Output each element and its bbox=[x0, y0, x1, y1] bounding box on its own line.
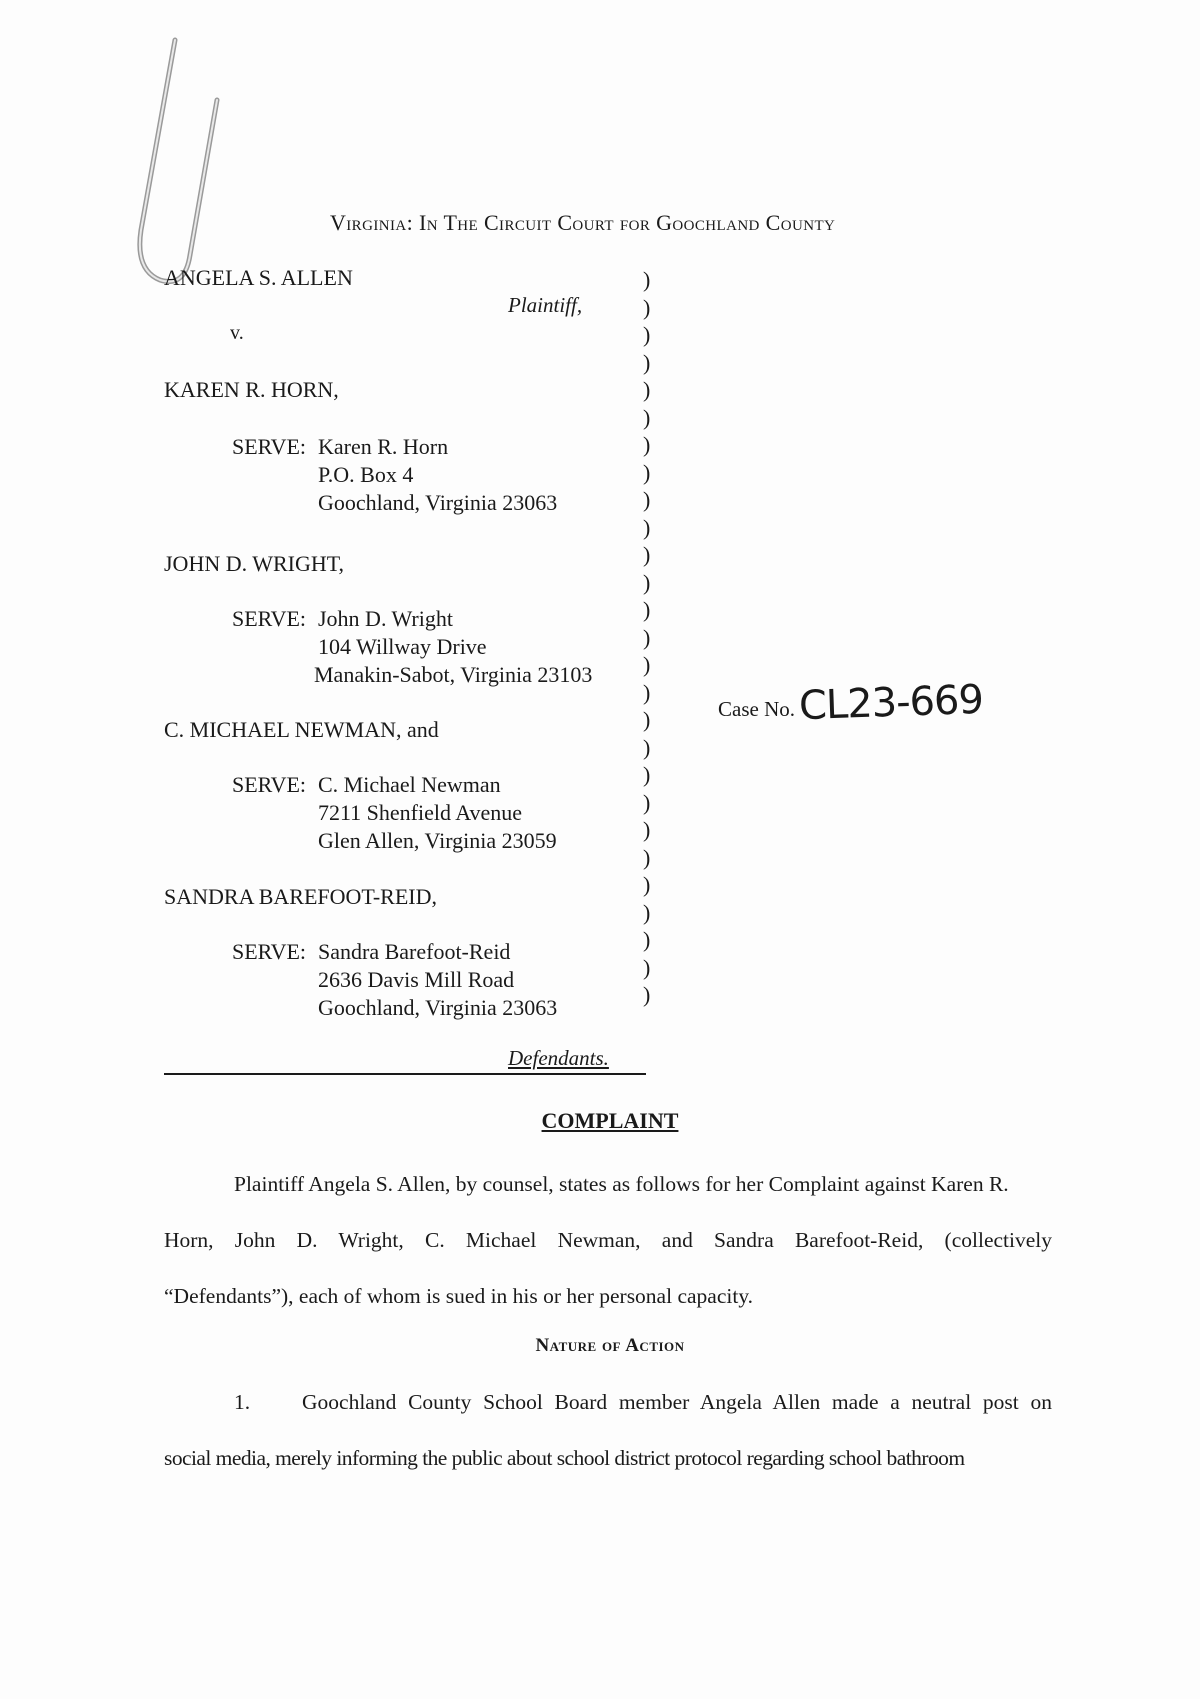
caption-paren: ) bbox=[643, 734, 651, 760]
paper-clip-image bbox=[105, 30, 225, 290]
caption-paren: ) bbox=[643, 982, 651, 1007]
versus: v. bbox=[230, 322, 244, 344]
serve-address-line1: 7211 Shenfield Avenue bbox=[318, 800, 523, 825]
defendants-designation: Defendants. bbox=[508, 1046, 609, 1070]
complaint-title: COMPLAINT bbox=[541, 1108, 679, 1133]
serve-label: SERVE: bbox=[232, 939, 307, 964]
caption-paren: ) bbox=[643, 349, 651, 375]
serve-address-line1: 2636 Davis Mill Road bbox=[318, 967, 515, 992]
caption-paren: ) bbox=[643, 762, 651, 787]
serve-address-line1: P.O. Box 4 bbox=[318, 462, 414, 487]
caption-paren: ) bbox=[643, 954, 651, 980]
caption-paren: ) bbox=[643, 927, 651, 952]
caption-paren: ) bbox=[643, 624, 651, 650]
caption-paren: ) bbox=[643, 542, 651, 567]
case-number-block bbox=[718, 676, 984, 730]
caption-paren: ) bbox=[643, 817, 651, 842]
caption-paren-column bbox=[643, 266, 650, 1009]
paragraph-1-line-1: Goochland County School Board member Angela Allen made a neutral post on bbox=[302, 1390, 1052, 1414]
caption-paren: ) bbox=[643, 432, 651, 457]
caption-paren: ) bbox=[643, 487, 651, 512]
serve-address-line2: Goochland, Virginia 23063 bbox=[318, 490, 558, 515]
caption-paren: ) bbox=[643, 872, 651, 897]
caption-paren: ) bbox=[643, 267, 651, 292]
caption-paren: ) bbox=[643, 707, 651, 732]
serve-address-line1: 104 Willway Drive bbox=[318, 634, 487, 659]
defendant-name: JOHN D. WRIGHT, bbox=[164, 551, 345, 576]
caption-paren: ) bbox=[643, 844, 651, 870]
serve-name: Sandra Barefoot-Reid bbox=[318, 939, 511, 964]
caption-paren: ) bbox=[643, 514, 651, 540]
serve-label: SERVE: bbox=[232, 606, 307, 631]
serve-address-line2: Manakin-Sabot, Virginia 23103 bbox=[314, 662, 593, 687]
caption-paren: ) bbox=[643, 377, 651, 402]
caption-paren: ) bbox=[643, 597, 651, 622]
serve-label: SERVE: bbox=[232, 434, 307, 459]
defendant-name: KAREN R. HORN, bbox=[164, 377, 339, 402]
plaintiff-designation: Plaintiff, bbox=[508, 293, 583, 317]
serve-name: Karen R. Horn bbox=[318, 434, 449, 459]
caption-paren: ) bbox=[643, 789, 651, 815]
serve-address-line2: Glen Allen, Virginia 23059 bbox=[318, 828, 557, 853]
caption-paren: ) bbox=[643, 404, 651, 430]
plaintiff-name: ANGELA S. ALLEN bbox=[164, 265, 353, 290]
serve-name: C. Michael Newman bbox=[318, 772, 501, 797]
caption-paren: ) bbox=[643, 899, 651, 925]
caption-paren: ) bbox=[643, 294, 651, 320]
defendant-name: C. MICHAEL NEWMAN, and bbox=[164, 717, 439, 742]
paragraph-1-line-2: social media, merely informing the public about school district protocol regarding school bathroom bbox=[164, 1446, 965, 1470]
intro-line-1: Plaintiff Angela S. Allen, by counsel, states as follows for her Complaint against Karen R. bbox=[234, 1172, 1009, 1196]
intro-line-2: Horn, John D. Wright, C. Michael Newman, and Sandra Barefoot-Reid, (collectively bbox=[164, 1228, 1052, 1252]
caption-paren: ) bbox=[643, 652, 651, 677]
section-heading: Nature of Action bbox=[535, 1335, 685, 1356]
court-heading: Virginia: In The Circuit Court for Goochland County bbox=[330, 210, 836, 235]
case-number-label: Case No. bbox=[718, 697, 795, 721]
caption-paren: ) bbox=[643, 322, 651, 347]
paragraph-number: 1. bbox=[234, 1390, 251, 1414]
defendant-name: SANDRA BAREFOOT-REID, bbox=[164, 884, 438, 909]
intro-line-3: “Defendants”), each of whom is sued in his or her personal capacity. bbox=[164, 1284, 754, 1308]
caption-paren: ) bbox=[643, 679, 651, 705]
caption-paren: ) bbox=[643, 459, 651, 485]
caption-underline bbox=[164, 1073, 646, 1075]
serve-address-line2: Goochland, Virginia 23063 bbox=[318, 995, 558, 1020]
case-number-handwritten: CL23-669 bbox=[798, 676, 984, 730]
caption-paren: ) bbox=[643, 569, 651, 595]
serve-label: SERVE: bbox=[232, 772, 307, 797]
serve-name: John D. Wright bbox=[318, 606, 453, 631]
